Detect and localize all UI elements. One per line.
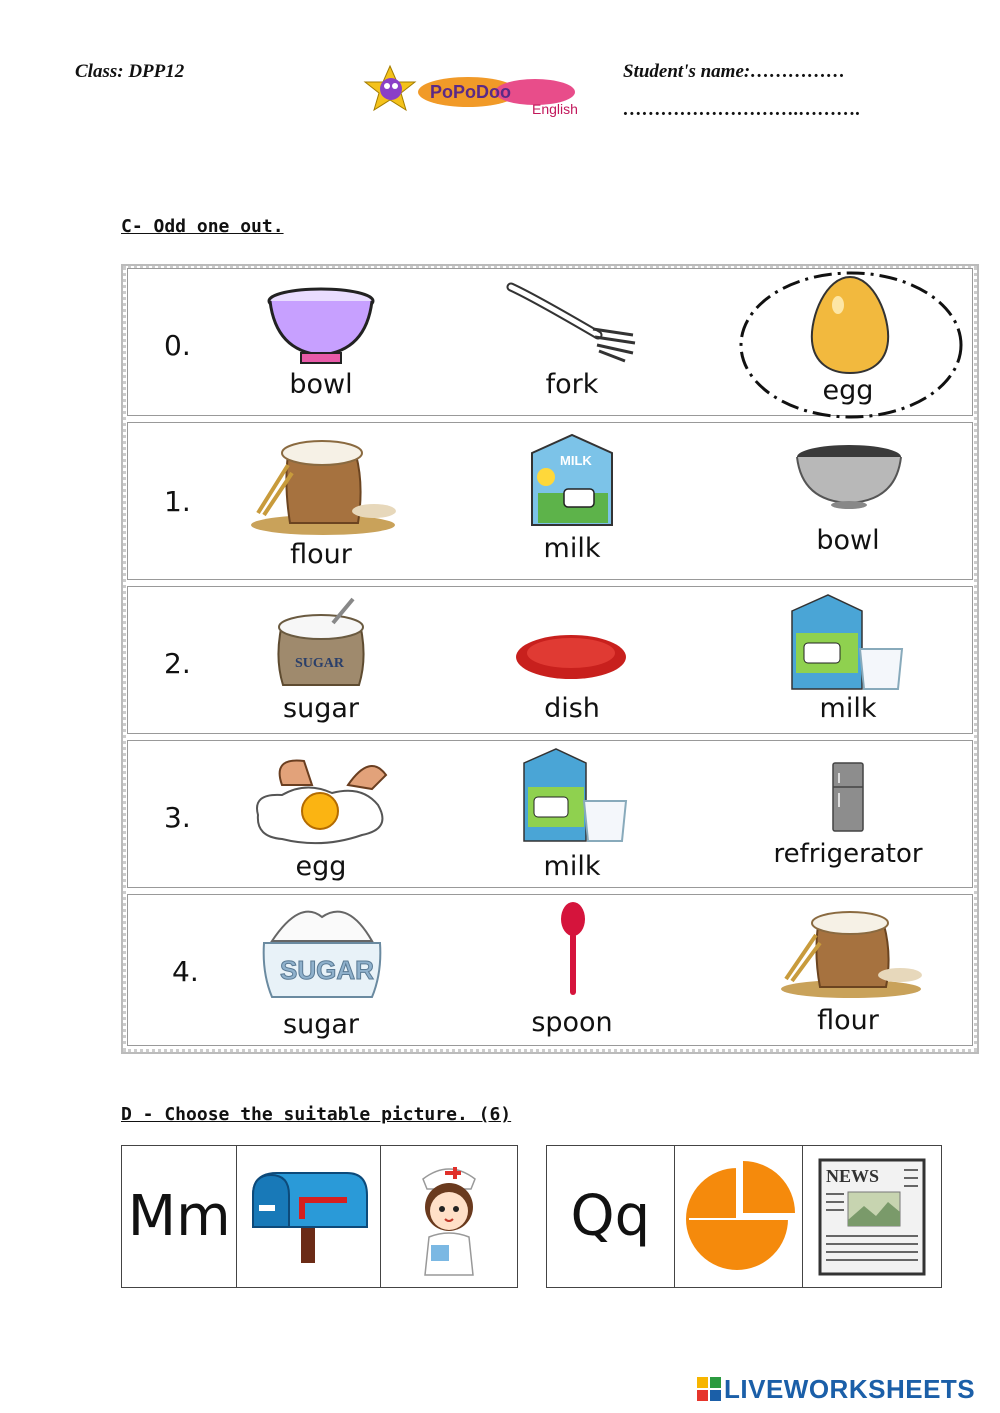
bowl-purple-image: [266, 279, 376, 373]
quarter-option[interactable]: [675, 1146, 804, 1287]
sugar-sack-text: SUGAR: [295, 656, 345, 671]
item-label: egg: [295, 851, 347, 882]
newspaper-text: NEWS: [826, 1165, 880, 1186]
item-label: egg: [822, 375, 874, 406]
refrigerator-image: [830, 761, 866, 839]
popodoo-logo: [360, 62, 595, 120]
choose-group-q: [546, 1145, 942, 1288]
item-label: dish: [544, 693, 600, 724]
odd-row-3: [127, 740, 973, 888]
item-label: sugar: [283, 693, 359, 724]
flour-sack-image: [248, 425, 398, 541]
milk-carton-text: MILK: [560, 453, 592, 468]
mailbox-option[interactable]: [237, 1146, 380, 1287]
newspaper-image: [818, 1158, 926, 1276]
mailbox-image: [247, 1169, 371, 1265]
choose-group-m: [121, 1145, 518, 1288]
letter-mm: Mm: [127, 1184, 231, 1249]
class-label: Class: DPP12: [75, 61, 185, 82]
item-label: bowl: [816, 525, 880, 556]
item-label: milk: [819, 693, 877, 724]
item-label: flour: [290, 539, 352, 570]
sugar-jar-image: [260, 903, 384, 1007]
fork-image: [503, 277, 643, 371]
row-number: 1.: [164, 485, 191, 518]
quarter-circle-image: [681, 1159, 797, 1275]
spoon-image: [558, 901, 588, 1001]
liveworksheets-brand[interactable]: LIVEWORKSHEETS: [724, 1374, 976, 1404]
odd-row-4: [127, 894, 973, 1046]
nurse-image: [401, 1157, 497, 1277]
item-label: sugar: [283, 1009, 359, 1040]
row-number: 4.: [172, 955, 199, 988]
item-label: milk: [543, 533, 601, 564]
cracked-egg-image: [252, 745, 392, 849]
item-label: bowl: [289, 369, 353, 400]
row-number: 0.: [164, 329, 191, 362]
item-label: refrigerator: [773, 839, 923, 869]
letter-cell: [122, 1146, 237, 1287]
student-name-label: Student's name:……………: [623, 61, 846, 82]
flour-sack-image: [778, 899, 924, 1003]
logo-english-text: English: [532, 101, 578, 117]
item-label: flour: [817, 1005, 879, 1036]
student-name-line: ……………………….……….: [623, 99, 861, 120]
odd-row-2: [127, 586, 973, 734]
section-d-title: D - Choose the suitable picture. (6): [121, 1104, 512, 1125]
liveworksheets-logo-icon: [697, 1377, 721, 1401]
nurse-option[interactable]: [381, 1146, 517, 1287]
row-number: 2.: [164, 647, 191, 680]
newspaper-option[interactable]: [803, 1146, 941, 1287]
dish-image: [514, 631, 628, 687]
section-c-title: C- Odd one out.: [121, 216, 284, 237]
item-label: fork: [545, 369, 599, 400]
svg-text:PoPoDoo: PoPoDoo: [430, 82, 511, 102]
item-label: spoon: [531, 1007, 613, 1038]
odd-row-1: [127, 422, 973, 580]
letter-cell: [547, 1146, 675, 1287]
milk-glass-image: [788, 593, 908, 697]
odd-row-0: [127, 268, 973, 416]
row-number: 3.: [164, 801, 191, 834]
sugar-jar-text: SUGAR: [280, 955, 374, 985]
item-label: milk: [543, 851, 601, 882]
milk-carton-image: [524, 431, 620, 535]
sugar-sack-image: [271, 595, 371, 693]
egg-image: [808, 275, 892, 379]
letter-qq: Qq: [570, 1184, 651, 1249]
milk-glass-image: [520, 747, 630, 847]
bowl-grey-image: [794, 441, 904, 515]
